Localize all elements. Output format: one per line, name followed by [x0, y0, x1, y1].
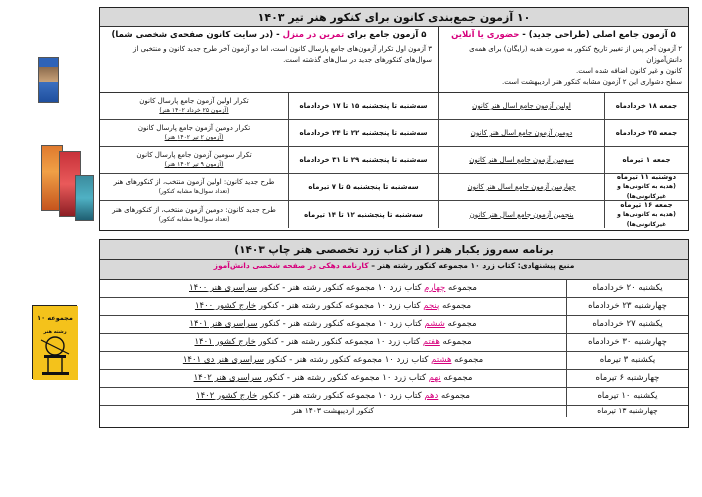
yellow-book-title: برنامه سه‌روز یکبار هنر ( از کتاب زرد تخصصی هنر چاپ ۱۴۰۳) — [100, 240, 688, 260]
home-exams-heading: ۵ آزمون جامع برای تمرین در منزل - (در سایت کانون صفحه‌ی شخصی شما) — [111, 30, 427, 40]
exam-row: جمعه ۱ تیرماه سومین آزمون جامع اسال هنر کانون سه‌شنبه تا پنجشنبه ۲۹ تا ۳۱ خردادماه تکرار سومین آزمون جامع پارسال کانون (آزمون ۹ تیر ۱۴۰۲ هنر) — [100, 147, 688, 174]
exam-title: سومین آزمون جامع اسال هنر کانون — [469, 156, 574, 164]
study-row — [100, 298, 688, 316]
exam-title: دومین آزمون جامع اسال هنر کانون — [470, 129, 573, 137]
yellow-book-text-1: ۱۰ مجموعه — [37, 314, 73, 322]
yellow-book-cover-image — [32, 305, 77, 379]
study-text: مجموعه دهم کتاب زرد ۱۰ مجموعه کنکور رشته هنر - کنکور خارج کشور ۱۴۰۲ — [196, 391, 470, 401]
exam-row: جمعه ۱۶ تیرماه (هدیه به کانونی‌ها و غیرکانونی‌ها) پنجمین آزمون جامع اسال هنر کانون سه‌شنبه تا پنجشنبه ۱۲ تا ۱۴ تیرماه طرح جدید کانون: دومین آزمون منتخب، از کنکورهای هنر (تعداد سوال‌ها مشابه کنکور) — [100, 201, 688, 228]
yellow-book-subtitle: منبع پیشنهادی: کتاب زرد ۱۰ مجموعه کنکور رشته هنر – کارنامه دهکی در صفحه شخصی دانش‌آموز — [100, 260, 688, 280]
exam-row: جمعه ۱۸ خردادماه اولین آزمون جامع اسال هنر کانون سه‌شنبه تا پنجشنبه ۱۵ تا ۱۷ خردادماه تکرار اولین آزمون جامع پارسال کانون (آزمون ۲۵ خرداد ۱۴۰۲ هنر) — [100, 93, 688, 120]
exam-row: جمعه ۲۵ خردادماه دومین آزمون جامع اسال هنر کانون سه‌شنبه تا پنجشنبه ۲۲ تا ۲۴ خردادماه تکرار دومین آزمون جامع پارسال کانون (آزمون ۲ تیر ۱۴۰۲ هنر) — [100, 120, 688, 147]
main-exams-info: ۵ آزمون جامع اصلی (طراحی جدید) - حضوری یا آنلاین ۲ آزمون آخر پس از تغییر تاریخ کنکور به صورت هدیه (رایگان) برای همه‌ی دانش‌آموزان کانون و غیر کانون اضافه شده است. سطح دشواری این ۲ آزمون مشابه کنکور هنر اردیبهشت است. — [438, 27, 688, 92]
study-text: مجموعه چهارم کتاب زرد ۱۰ مجموعه کنکور رشته هنر - کنکور سراسری هنر ۱۴۰۰ — [189, 283, 477, 293]
book-cover-teal — [75, 175, 94, 221]
exam-range: سه‌شنبه تا پنجشنبه ۲۹ تا ۳۱ خردادماه — [299, 156, 428, 164]
exam-range: سه‌شنبه تا پنجشنبه ۱۲ تا ۱۴ تیرماه — [304, 210, 423, 219]
study-date: چهارشنبه ۶ تیرماه — [566, 370, 688, 387]
exam-date: دوشنبه ۱۱ تیرماه — [616, 173, 677, 181]
study-text: مجموعه هفتم کتاب زرد ۱۰ مجموعه کنکور رشته هنر - کنکور خارج کشور ۱۴۰۱ — [194, 337, 472, 347]
study-date: چهارشنبه ۱۳ تیرماه — [566, 406, 688, 417]
exam-schedule-table — [99, 7, 689, 231]
study-row — [100, 334, 688, 352]
study-row — [100, 406, 688, 417]
study-row — [100, 316, 688, 334]
yellow-book-art — [33, 306, 78, 380]
study-text: کنکور اردیبهشت ۱۴۰۳ هنر — [291, 406, 375, 415]
main-exams-heading: ۵ آزمون جامع اصلی (طراحی جدید) - حضوری یا آنلاین — [451, 30, 676, 40]
exam-range: سه‌شنبه تا پنجشنبه ۱۵ تا ۱۷ خردادماه — [299, 102, 428, 110]
exam-schedule-info — [100, 27, 688, 93]
study-row — [100, 352, 688, 370]
exam-date: جمعه ۱ تیرماه — [622, 156, 671, 164]
study-date: چهارشنبه ۲۳ خردادماه — [566, 298, 688, 315]
yellow-book-text-2: رشته هنر — [43, 329, 67, 335]
study-row — [100, 280, 688, 298]
exam-range: سه‌شنبه تا پنجشنبه ۲۲ تا ۲۴ خردادماه — [299, 129, 428, 137]
study-row — [100, 388, 688, 406]
study-text: مجموعه هشتم کتاب زرد ۱۰ مجموعه کنکور رشته هنر - کنکور سراسری هنر دی ۱۴۰۱ — [182, 355, 484, 365]
study-row — [100, 370, 688, 388]
book-stack-image — [41, 145, 95, 225]
exam-title: چهارمین آزمون جامع اسال هنر کانون — [467, 183, 576, 191]
exam-date: جمعه ۱۶ تیرماه — [620, 200, 673, 209]
exam-title: پنجمین آزمون جامع اسال هنر کانون — [469, 210, 574, 219]
exam-row: دوشنبه ۱۱ تیرماه (هدیه به کانونی‌ها و غیرکانونی‌ها) چهارمین آزمون جامع اسال هنر کانون سه‌شنبه تا پنجشنبه ۵ تا ۷ تیرماه طرح جدید کانون: اولین آزمون منتخب، از کنکورهای هنر (تعداد سوال‌ها مشابه کنکور) — [100, 174, 688, 201]
study-text: مجموعه ششم کتاب زرد ۱۰ مجموعه کنکور رشته هنر - کنکور سراسری هنر ۱۴۰۱ — [189, 319, 477, 329]
study-date: یکشنبه ۱۰ تیرماه — [566, 388, 688, 405]
exam-schedule-title: ۱۰ آزمون جمع‌بندی کانون برای کنکور هنر تیر ۱۴۰۳ — [100, 8, 688, 27]
exam-date: جمعه ۱۸ خردادماه — [615, 102, 678, 110]
study-date: یکشنبه ۲۷ خردادماه — [566, 316, 688, 333]
study-date: چهارشنبه ۳۰ خردادماه — [566, 334, 688, 351]
art-book-cover-image — [38, 57, 59, 103]
exam-title: اولین آزمون جامع اسال هنر کانون — [472, 102, 571, 110]
exam-range: سه‌شنبه تا پنجشنبه ۵ تا ۷ تیرماه — [308, 183, 419, 191]
home-exams-info: ۵ آزمون جامع برای تمرین در منزل - (در سایت کانون صفحه‌ی شخصی شما) ۳ آزمون اول تکرار آزمون‌های جامع پارسال کانون است، اما دو آزمون آخر طرح جدید کانون و منتخبی از سوال‌های کنکورهای جدید در سال‌های گذشته است. — [100, 27, 438, 92]
study-text: مجموعه نهم کتاب زرد ۱۰ مجموعه کنکور رشته هنر - کنکور سراسری هنر ۱۴۰۲ — [193, 373, 473, 383]
study-text: مجموعه پنجم کتاب زرد ۱۰ مجموعه کنکور رشته هنر - کنکور خارج کشور ۱۴۰۰ — [194, 301, 472, 311]
study-date: یکشنبه ۳ تیرماه — [566, 352, 688, 369]
exam-date: جمعه ۲۵ خردادماه — [615, 129, 678, 137]
yellow-book-schedule-table — [99, 239, 689, 428]
study-date: یکشنبه ۲۰ خردادماه — [566, 280, 688, 297]
